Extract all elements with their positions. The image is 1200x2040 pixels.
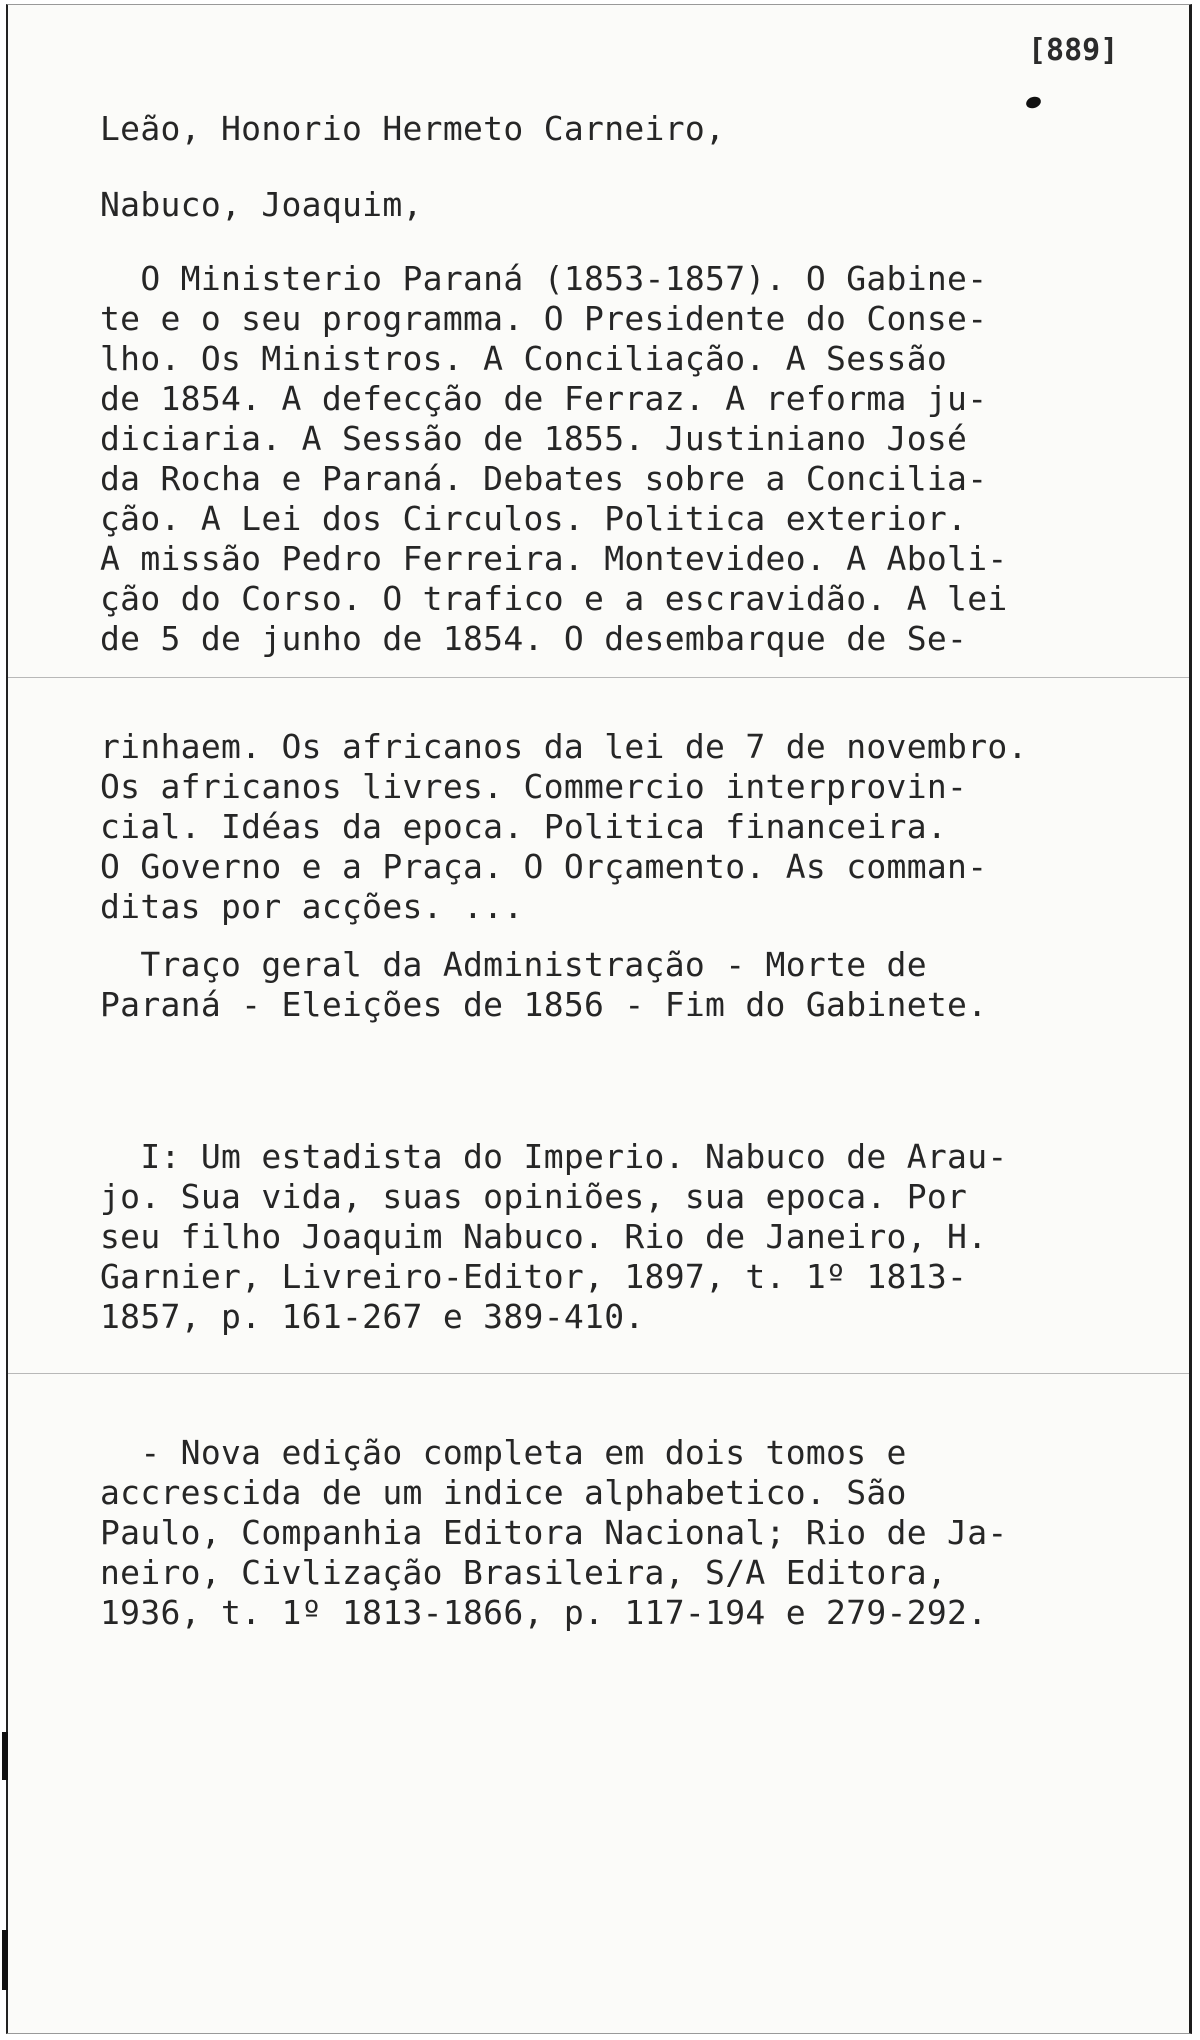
summary-line: te e o seu programma. O Presidente do Conse-	[100, 299, 988, 338]
summary-line: de 5 de junho de 1854. O desembarque de Se-	[100, 619, 968, 658]
citation-line: jo. Sua vida, suas opiniões, sua epoca. Por	[100, 1177, 968, 1216]
card-fold-line	[8, 1373, 1189, 1374]
summary-line: ção. A Lei dos Circulos. Politica exterior.	[100, 499, 968, 538]
scan-edge-shadow	[2, 1732, 8, 1780]
edition-line: neiro, Civlização Brasileira, S/A Editora,	[100, 1553, 948, 1592]
edition-line: 1936, t. 1º 1813-1866, p. 117-194 e 279-292.	[100, 1593, 988, 1632]
summary-line: O Ministerio Paraná (1853-1857). O Gabine-	[100, 259, 988, 298]
continuation-line: Traço geral da Administração - Morte de	[100, 945, 927, 984]
edition-line: Paulo, Companhia Editora Nacional; Rio de Ja-	[100, 1513, 1008, 1552]
continuation-line: ditas por acções. ...	[100, 887, 524, 926]
edition-line: accrescida de um indice alphabetico. São	[100, 1473, 907, 1512]
scan-edge-shadow	[2, 1930, 8, 1990]
author-heading: Leão, Honorio Hermeto Carneiro,	[100, 109, 726, 148]
continuation-line: Paraná - Eleições de 1856 - Fim do Gabinete.	[100, 985, 988, 1024]
summary-line: da Rocha e Paraná. Debates sobre a Concilia-	[100, 459, 988, 498]
continuation-line: rinhaem. Os africanos da lei de 7 de novembro.	[100, 727, 1028, 766]
continuation-line: cial. Idéas da epoca. Politica financeira.	[100, 807, 948, 846]
summary-line: diciaria. A Sessão de 1855. Justiniano José	[100, 419, 968, 458]
subject-heading: Nabuco, Joaquim,	[100, 185, 423, 224]
citation-line: seu filho Joaquim Nabuco. Rio de Janeiro, H.	[100, 1217, 988, 1256]
citation-line: I: Um estadista do Imperio. Nabuco de Arau-	[100, 1137, 1008, 1176]
catalog-card	[6, 4, 1192, 2034]
continuation-line: O Governo e a Praça. O Orçamento. As comman-	[100, 847, 988, 886]
summary-line: lho. Os Ministros. A Conciliação. A Sessão	[100, 339, 948, 378]
summary-line: de 1854. A defecção de Ferraz. A reforma ju-	[100, 379, 988, 418]
citation-line: 1857, p. 161-267 e 389-410.	[100, 1297, 645, 1336]
edition-line: - Nova edição completa em dois tomos e	[100, 1433, 907, 1472]
citation-line: Garnier, Livreiro-Editor, 1897, t. 1º 1813-	[100, 1257, 968, 1296]
ink-blot-mark	[1025, 95, 1043, 110]
card-fold-line	[8, 677, 1189, 678]
summary-line: ção do Corso. O trafico e a escravidão. A lei	[100, 579, 1008, 618]
continuation-line: Os africanos livres. Commercio interprovin-	[100, 767, 968, 806]
catalog-number: [889]	[1028, 33, 1119, 68]
summary-line: A missão Pedro Ferreira. Montevideo. A Aboli-	[100, 539, 1008, 578]
